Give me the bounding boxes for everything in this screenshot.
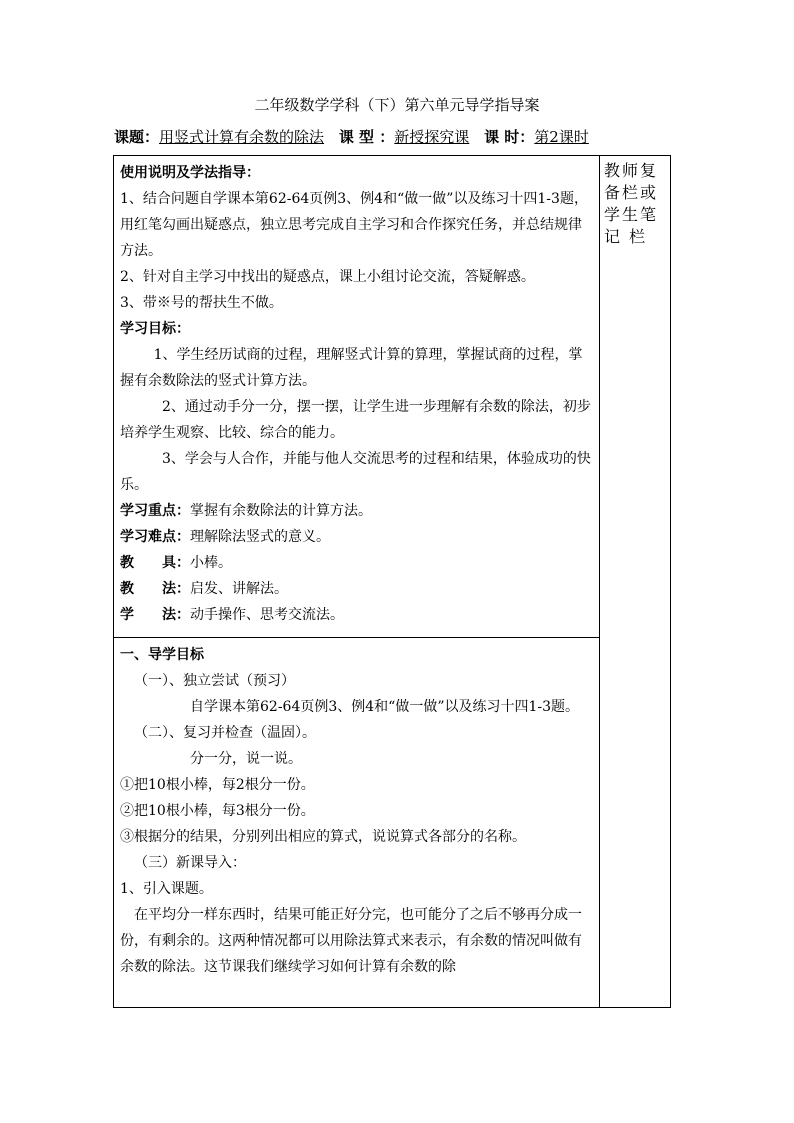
tools-value: 小棒。	[190, 555, 232, 571]
learn-value: 动手操作、思考交流法。	[190, 607, 344, 623]
goal-item: 3、学会与人合作，并能与他人交流思考的过程和结果，体验成功的快乐。	[120, 451, 591, 493]
sub3-title: （三）新课导入：	[134, 855, 246, 871]
notes-column-label: 教师复备栏或学生笔记 栏	[604, 161, 659, 246]
difficulty-label: 学习难点：	[120, 529, 190, 545]
guide-heading: 一、导学目标	[120, 647, 204, 663]
period-label: 课 时：	[484, 128, 535, 146]
instruction-item: 2、针对自主学习中找出的疑惑点，课上小组讨论交流，答疑解惑。	[120, 269, 535, 285]
teach-value: 启发、讲解法。	[190, 581, 288, 597]
type-label: 课 型 ：	[338, 128, 395, 146]
instructions-heading: 使用说明及学法指导：	[120, 165, 260, 181]
key-label: 学习重点：	[120, 503, 190, 519]
teach-label: 教 法：	[120, 581, 190, 597]
topic-value: 用竖式计算有余数的除法	[159, 128, 325, 146]
key-value: 掌握有余数除法的计算方法。	[190, 503, 372, 519]
goals-heading: 学习目标：	[120, 321, 190, 337]
period-value: 第2课时	[534, 128, 589, 146]
difficulty-value: 理解除法竖式的意义。	[190, 529, 330, 545]
sub2-item: ②把10根小棒，每3根分一份。	[120, 803, 315, 819]
lesson-header	[114, 126, 674, 147]
instruction-item: 1、结合问题自学课本第62-64页例3、例4和“做一做”以及练习十四1-3题，用红笔勾画出疑惑点，独立思考完成自主学习和合作探究任务，并总结规律方法。	[120, 191, 588, 259]
sub3-item: 1、引入课题。	[120, 881, 213, 897]
tools-label: 教 具：	[120, 555, 190, 571]
type-value: 新授探究课	[394, 128, 470, 146]
sub2-title: （二）、复习并检查（温固）。	[134, 725, 316, 741]
sub1-title: （一）、独立尝试（预习）	[134, 673, 295, 689]
sub2-item: ③根据分的结果，分别列出相应的算式，说说算式各部分的名称。	[120, 829, 526, 845]
instruction-item: 3、带※号的帮扶生不做。	[120, 295, 283, 311]
goal-item: 1、学生经历试商的过程，理解竖式计算的算理，掌握试商的过程，掌握有余数除法的竖式计算方法。	[120, 347, 583, 389]
topic-label: 课题：	[114, 128, 160, 146]
document-title: 二年级数学学科（下）第六单元导学指导案	[254, 96, 540, 114]
guide-cell	[114, 638, 600, 1008]
sub2-intro: 分一分，说一说。	[190, 751, 302, 767]
sub3-text: 在平均分一样东西时，结果可能正好分完，也可能分了之后不够再分成一份，有剩余的。这两种情况都可以用除法算式来表示，有余数的情况叫做有余数的除法。这节课我们继续学习如何计算有余数的除	[120, 907, 582, 975]
instructions-cell	[114, 156, 600, 638]
goal-item: 2、通过动手分一分，摆一摆，让学生进一步理解有余数的除法，初步培养学生观察、比较、综合的能力。	[120, 399, 591, 441]
sub1-text: 自学课本第62-64页例3、例4和“做一做”以及练习十四1-3题。	[190, 699, 580, 715]
learn-label: 学 法：	[120, 607, 190, 623]
sub2-item: ①把10根小棒，每2根分一份。	[120, 777, 315, 793]
notes-column	[600, 156, 671, 1008]
lesson-table	[113, 155, 671, 1008]
